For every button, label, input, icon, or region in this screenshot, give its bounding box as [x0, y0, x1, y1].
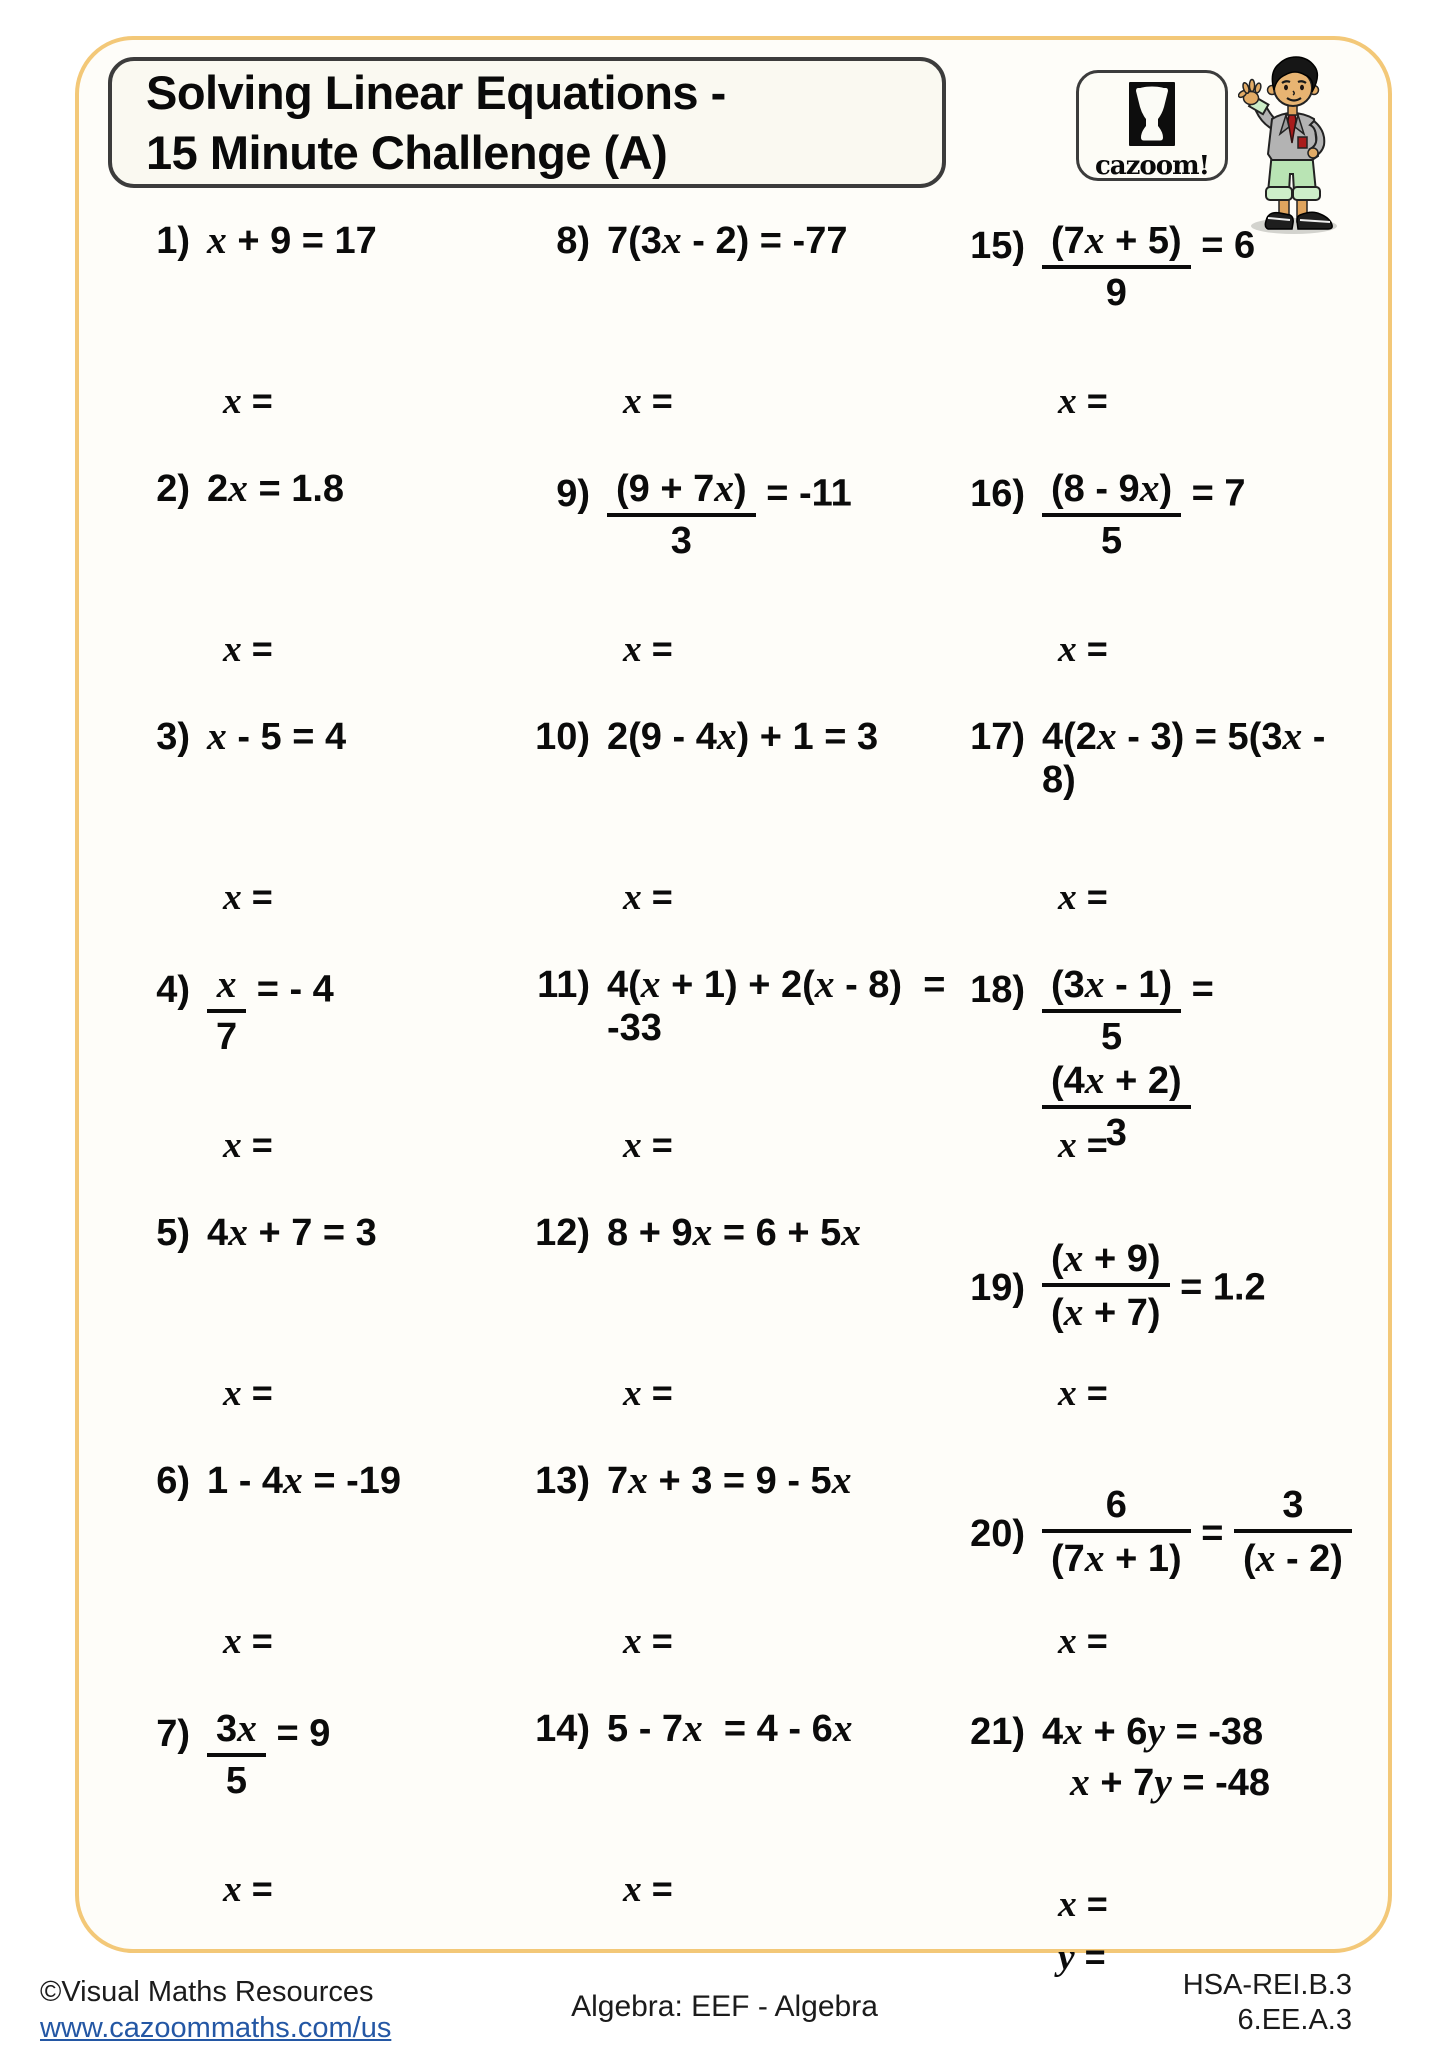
equation: 2x = 1.8	[207, 466, 345, 510]
problem-number: 4)	[156, 968, 190, 1011]
equation: 4(2x - 3) = 5(3x - 8)	[1042, 714, 1337, 801]
variable: x	[1084, 218, 1105, 262]
answer-line: x =	[223, 876, 273, 918]
problem-number: 12)	[535, 1212, 590, 1254]
answer-line: y =	[1058, 1936, 1106, 1979]
variable: x	[623, 1869, 642, 1910]
answer-block	[623, 871, 673, 924]
variable: x	[841, 1210, 861, 1254]
variable: x	[1058, 1373, 1077, 1414]
variable: y	[1147, 1709, 1165, 1753]
equation-line: x + 7y = -48	[1070, 1760, 1270, 1805]
answer-line: x =	[223, 380, 273, 422]
problem	[953, 708, 1358, 956]
fraction: $\frac{x}{7}$	[207, 962, 246, 1058]
problem	[118, 956, 518, 1204]
problem-number: 16)	[970, 472, 1025, 515]
answer-line: x =	[1058, 1883, 1108, 1925]
standard-code-2: 6.EE.A.3	[1237, 2004, 1352, 2037]
problem-number: 2)	[156, 468, 190, 510]
variable: x	[683, 1706, 703, 1750]
variable: x	[716, 714, 737, 758]
problem	[518, 212, 953, 460]
answer-line: x =	[1058, 1124, 1108, 1166]
answer-line: x =	[1058, 380, 1108, 422]
variable: x	[623, 1373, 642, 1414]
problem-number: 7)	[156, 1712, 190, 1755]
equation: 7x + 3 = 9 - 5x	[607, 1458, 852, 1502]
equation	[1042, 1706, 1270, 1809]
answer-block	[223, 1367, 273, 1420]
equation: $\frac{(9 + 7x)}{3}$ = -11	[607, 466, 852, 562]
website-link[interactable]: www.cazoommaths.com/us	[40, 2012, 392, 2045]
variable: x	[228, 466, 248, 510]
standard-code-1: HSA-REI.B.3	[1182, 1969, 1352, 2001]
fraction: $\frac{6}{(7x + 1)}$	[1042, 1484, 1191, 1580]
variable: x	[1058, 1884, 1077, 1925]
equation: x + 9 = 17	[207, 218, 377, 262]
variable: x	[207, 714, 227, 758]
footer-category: Algebra: EEF - Algebra	[571, 1990, 878, 2023]
variable: x	[692, 1210, 713, 1254]
page-title-line2: 15 Minute Challenge (A)	[146, 125, 668, 179]
problem	[953, 1452, 1358, 1700]
variable: x	[1058, 629, 1077, 670]
fraction: $\frac{(8 - 9x)}{5}$	[1042, 466, 1181, 562]
answer-block	[223, 1119, 273, 1172]
answer-line: x =	[1058, 1372, 1108, 1414]
variable: x	[223, 1125, 242, 1166]
problem	[518, 1452, 953, 1700]
fraction: $\frac{(3x - 1)}{5}$	[1042, 962, 1181, 1058]
equation: $\frac{3x}{5}$ = 9	[207, 1706, 330, 1802]
answer-block	[1058, 623, 1108, 676]
variable: x	[1058, 1621, 1077, 1662]
answer-block	[623, 1119, 673, 1172]
problem-number: 6)	[156, 1460, 190, 1502]
answer-line: x =	[623, 1868, 673, 1910]
problem-number: 15)	[970, 224, 1025, 267]
variable: x	[640, 962, 661, 1006]
equation: x - 5 = 4	[207, 714, 347, 758]
fraction: $\frac{(x + 9)}{(x + 7)}$	[1042, 1236, 1170, 1334]
variable: x	[1096, 714, 1117, 758]
problem	[953, 460, 1358, 708]
answer-block	[1058, 1367, 1108, 1420]
problem	[118, 212, 518, 460]
fraction: $\frac{(4x + 2)}{3}$	[1042, 1058, 1191, 1154]
answer-line: x =	[623, 1620, 673, 1662]
variable: x	[1282, 714, 1303, 758]
answer-line: x =	[1058, 628, 1108, 670]
variable: x	[661, 218, 682, 262]
variable: x	[1058, 1125, 1077, 1166]
cazoom-logo	[1076, 70, 1228, 181]
equation: $\frac{(8 - 9x)}{5}$ = 7	[1042, 466, 1246, 562]
problem-number: 19)	[970, 1266, 1025, 1309]
answer-line: x =	[223, 1868, 273, 1910]
problem-number: 11)	[537, 964, 590, 1006]
problem	[518, 708, 953, 956]
answer-block	[223, 375, 273, 428]
problem	[118, 1452, 518, 1700]
answer-block	[223, 1863, 273, 1916]
problem-number: 17)	[970, 716, 1025, 758]
variable: y	[1058, 1937, 1075, 1979]
variable: x	[223, 1869, 242, 1910]
equation: 8 + 9x = 6 + 5x	[607, 1210, 861, 1254]
variable: x	[623, 381, 642, 422]
variable: x	[1070, 1760, 1090, 1805]
answer-block	[623, 1863, 673, 1916]
variable: x	[623, 877, 642, 918]
answer-line: x =	[623, 876, 673, 918]
fraction: $\frac{(7x + 5)}{9}$	[1042, 218, 1191, 314]
problem-number: 18)	[970, 968, 1025, 1011]
variable: x	[1058, 877, 1077, 918]
problem	[953, 212, 1358, 460]
answer-line: x =	[223, 1620, 273, 1662]
equation: 2(9 - 4x) + 1 = 3	[607, 714, 879, 758]
answer-block	[623, 623, 673, 676]
answer-block	[1058, 1878, 1108, 1984]
answer-block	[1058, 375, 1108, 428]
variable: x	[1255, 1535, 1276, 1580]
variable: x	[223, 629, 242, 670]
variable: x	[223, 877, 242, 918]
answer-line: x =	[223, 1372, 273, 1414]
fraction: $\frac{3x}{5}$	[207, 1706, 266, 1802]
problem-number: 10)	[535, 716, 590, 758]
problem	[118, 460, 518, 708]
equation: $\frac{x}{7}$ = - 4	[207, 962, 334, 1058]
variable: x	[223, 1373, 242, 1414]
answer-line: x =	[223, 628, 273, 670]
equation: 5 - 7x = 4 - 6x	[607, 1706, 853, 1750]
variable: x	[1084, 962, 1105, 1006]
problem	[953, 1204, 1358, 1452]
variable: x	[237, 1706, 257, 1750]
equation: 4x + 7 = 3	[207, 1210, 377, 1254]
variable: x	[223, 1621, 242, 1662]
answer-line: x =	[223, 1124, 273, 1166]
variable: y	[1154, 1760, 1172, 1805]
answer-line: x =	[1058, 1620, 1108, 1662]
answer-block	[623, 1367, 673, 1420]
problem	[118, 1700, 518, 1948]
answer-block	[223, 623, 273, 676]
answer-block	[623, 1615, 673, 1668]
variable: x	[1084, 1535, 1105, 1580]
answer-block	[1058, 1119, 1108, 1172]
answer-line: x =	[623, 1124, 673, 1166]
answer-line: x =	[623, 628, 673, 670]
logo-wordmark: cazoom!	[1094, 151, 1210, 181]
equation: 4(x + 1) + 2(x - 8) = -33	[607, 962, 956, 1049]
problem-number: 9)	[556, 472, 590, 515]
fraction: $\frac{(9 + 7x)}{3}$	[607, 466, 756, 562]
drum-icon	[1129, 82, 1175, 151]
equation: $\frac{(x + 9)}{(x + 7)}$ = 1.2	[1042, 1236, 1266, 1334]
problem	[518, 956, 956, 1204]
variable: x	[1063, 1236, 1084, 1280]
variable: x	[814, 962, 835, 1006]
problem	[518, 460, 953, 708]
variable: x	[628, 1458, 648, 1502]
problem-number: 8)	[556, 220, 590, 262]
variable: x	[223, 381, 242, 422]
variable: x	[1139, 466, 1160, 510]
variable: x	[216, 962, 237, 1006]
answer-block	[1058, 871, 1108, 924]
problem-number: 13)	[535, 1460, 590, 1502]
equation-line: 4x + 6y = -38	[1042, 1709, 1264, 1753]
variable: x	[623, 629, 642, 670]
problem-number: 20)	[970, 1512, 1025, 1555]
answer-line: x =	[1058, 876, 1108, 918]
problem	[118, 708, 518, 956]
problem-number: 14)	[535, 1708, 590, 1750]
answer-line: x =	[623, 380, 673, 422]
footer-standards-block	[1183, 1968, 1352, 2039]
problem	[518, 1204, 953, 1452]
equation: 7(3x - 2) = -77	[607, 218, 848, 262]
equation: $\frac{(7x + 5)}{9}$ = 6	[1042, 218, 1255, 314]
variable: x	[831, 1458, 852, 1502]
problem	[953, 1700, 1358, 1979]
answer-block	[623, 375, 673, 428]
equation: 1 - 4x = -19	[207, 1458, 402, 1502]
title-box	[108, 57, 946, 188]
answer-block	[223, 871, 273, 924]
variable: x	[283, 1458, 303, 1502]
variable: x	[714, 466, 734, 510]
equation: $\frac{(3x - 1)}{5}$ = $\frac{(4x + 2)}{3}$	[1042, 962, 1358, 1154]
problem	[953, 956, 1358, 1204]
problem	[118, 1204, 518, 1452]
copyright-text: ©Visual Maths Resources	[40, 1976, 374, 2008]
variable: x	[1084, 1058, 1105, 1103]
page-title-line1: Solving Linear Equations -	[146, 66, 726, 120]
variable: x	[1058, 381, 1077, 422]
problem-number: 3)	[156, 716, 190, 758]
variable: x	[207, 218, 227, 262]
problem-number: 1)	[156, 220, 190, 262]
answer-block	[1058, 1615, 1108, 1668]
variable: x	[228, 1210, 248, 1254]
variable: x	[623, 1125, 642, 1166]
answer-block	[223, 1615, 273, 1668]
problem-number: 5)	[156, 1212, 190, 1254]
problems-grid	[118, 212, 1358, 1979]
variable: x	[1063, 1289, 1084, 1334]
problem-number: 21)	[970, 1711, 1025, 1753]
answer-line: x =	[623, 1372, 673, 1414]
fraction: $\frac{3}{(x - 2)}$	[1234, 1484, 1352, 1580]
equation: $\frac{6}{(7x + 1)}$ = $\frac{3}{(x - 2)}$	[1042, 1484, 1352, 1580]
variable: x	[1063, 1709, 1083, 1753]
variable: x	[832, 1706, 853, 1750]
variable: x	[623, 1621, 642, 1662]
problem	[518, 1700, 953, 1948]
